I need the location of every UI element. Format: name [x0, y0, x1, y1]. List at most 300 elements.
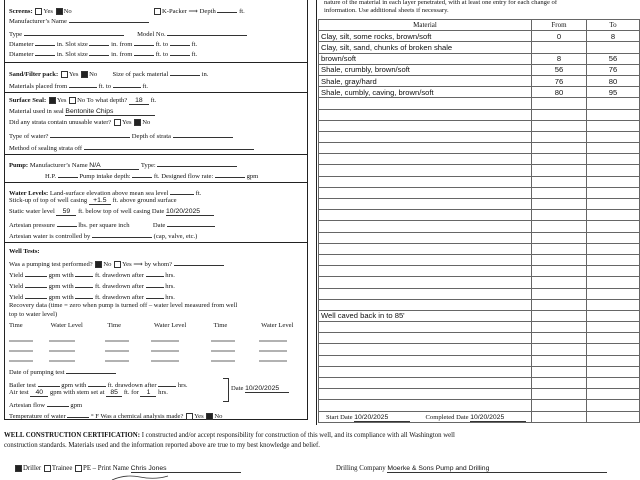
to-cell[interactable] — [587, 266, 640, 277]
to-cell[interactable] — [587, 310, 640, 321]
table-row — [319, 165, 640, 176]
pump-row — [9, 159, 237, 170]
from-cell[interactable] — [532, 232, 587, 243]
water-level-header: Water Level — [153, 322, 187, 329]
drawdown-field[interactable] — [75, 280, 93, 288]
air-gpm-value[interactable]: 40 — [30, 389, 48, 397]
to-cell[interactable] — [587, 165, 640, 176]
from-cell[interactable] — [532, 42, 587, 53]
material-cell[interactable]: Shale, cumbly, caving, brown/soft — [319, 87, 532, 98]
to-cell[interactable] — [587, 98, 640, 109]
pack-size-label: Size of pack material — [112, 71, 169, 78]
recovery-label: Recovery data (time = zero when pump is turned off – water level measured from well — [9, 302, 238, 309]
type-field[interactable] — [24, 28, 124, 36]
material-cell[interactable] — [319, 254, 532, 265]
pump-manufacturer-value[interactable]: N/A — [89, 162, 139, 170]
material-seal-value[interactable]: Bentonite Chips — [65, 108, 155, 116]
materials-to-field[interactable] — [113, 80, 141, 88]
table-row — [319, 333, 640, 344]
from-cell[interactable] — [532, 266, 587, 277]
from-cell[interactable]: 0 — [532, 31, 587, 42]
table-row — [319, 87, 640, 98]
material-cell[interactable] — [319, 120, 532, 131]
from-cell[interactable] — [532, 131, 587, 142]
to-field[interactable] — [170, 38, 190, 46]
in-label: in. — [201, 71, 209, 78]
yield-row-1 — [9, 269, 175, 279]
from-cell[interactable] — [532, 299, 587, 310]
method-sealing-label: Method of sealing strata off — [9, 145, 83, 152]
to-cell[interactable] — [587, 355, 640, 366]
pump-type-field[interactable] — [157, 159, 237, 167]
from-cell[interactable] — [532, 199, 587, 210]
table-row — [319, 109, 640, 120]
hrs-label: hrs. — [165, 294, 175, 301]
model-field[interactable] — [167, 28, 247, 36]
ft-label: ft. — [150, 97, 157, 105]
material-cell[interactable] — [319, 400, 532, 411]
pumping-no-label: No — [103, 261, 112, 268]
material-cell[interactable]: Clay, silt, some rocks, brown/soft — [319, 31, 532, 42]
yield-label: Yield — [9, 272, 24, 279]
from-field[interactable] — [134, 38, 154, 46]
intake-label: Pump intake depth: — [79, 173, 131, 180]
screens-no-checkbox[interactable] — [56, 8, 63, 15]
to-cell[interactable] — [587, 389, 640, 400]
artesian-flow-label: Artesian flow — [9, 402, 46, 409]
material-cell[interactable] — [319, 322, 532, 333]
pump-row-2 — [45, 170, 258, 180]
sand-no-label: No — [89, 71, 98, 78]
material-cell[interactable] — [319, 344, 532, 355]
from-label: in. from — [111, 51, 133, 58]
unusable-yes-checkbox[interactable] — [114, 119, 121, 126]
recovery-row-2 — [9, 311, 57, 318]
yield-field[interactable] — [25, 269, 47, 277]
table-header-row — [319, 20, 640, 31]
diameter-field[interactable] — [35, 48, 55, 56]
material-cell[interactable] — [319, 232, 532, 243]
table-row — [319, 366, 640, 377]
material-cell[interactable] — [319, 98, 532, 109]
seal-depth-value[interactable]: 18 — [129, 97, 149, 105]
table-row — [319, 400, 640, 411]
manufacturer-row — [9, 15, 149, 25]
table-row — [319, 355, 640, 366]
intro-text-2: information. Use additional sheets if necessary. — [324, 7, 449, 14]
from-label: in. from — [111, 41, 133, 48]
artesian-flow-field[interactable] — [47, 399, 69, 407]
well-tests-label: Well Tests: — [9, 248, 40, 255]
yield-label: Yield — [9, 294, 24, 301]
ft-to-label: ft. to — [155, 41, 169, 48]
well-tests-section — [5, 242, 307, 243]
flow-field[interactable] — [215, 170, 245, 178]
to-field[interactable] — [170, 48, 190, 56]
arrow-right-icon: ⟹ — [188, 8, 198, 15]
artesian-suffix: lbs. per square inch — [78, 222, 130, 229]
start-date-value[interactable]: 10/20/2025 — [354, 414, 410, 422]
depth-strata-field[interactable] — [173, 130, 233, 138]
material-cell[interactable] — [319, 266, 532, 277]
chemical-yes-label: Yes — [194, 413, 204, 420]
recovery-lines — [9, 334, 305, 368]
from-cell[interactable] — [532, 355, 587, 366]
method-sealing-field[interactable] — [84, 142, 254, 150]
type-label: Type — [9, 31, 23, 38]
hrs-label: hrs. — [165, 272, 175, 279]
material-cell[interactable]: Shale, crumbly, brown/soft — [319, 64, 532, 75]
gpm-with-label: gpm with — [48, 294, 74, 301]
material-header: Material — [319, 20, 532, 31]
material-cell[interactable] — [319, 389, 532, 400]
diameter-field[interactable] — [35, 38, 55, 46]
seal-yes-checkbox[interactable] — [49, 97, 56, 104]
to-cell[interactable] — [587, 299, 640, 310]
certification-title: WELL CONSTRUCTION CERTIFICATION: — [4, 432, 140, 439]
table-row — [319, 176, 640, 187]
sand-no-checkbox[interactable] — [81, 71, 88, 78]
seal-no-label: No — [77, 97, 86, 105]
pump-label: Pump: — [9, 162, 29, 169]
pe-label: PE – Print Name — [83, 465, 129, 473]
bailer-hrs-field[interactable] — [158, 379, 176, 387]
recovery-label-2: top to water level) — [9, 311, 58, 318]
manufacturer-label: Manufacturer’s Name — [9, 18, 67, 25]
from-cell[interactable] — [532, 120, 587, 131]
caved-note[interactable]: Well caved back in to 85' — [319, 310, 532, 321]
ft-label: ft. — [153, 173, 160, 180]
hrs-label: hrs. — [165, 283, 175, 290]
table-row — [319, 266, 640, 277]
static-value[interactable]: 59 — [56, 208, 76, 216]
material-cell[interactable] — [319, 143, 532, 154]
surface-seal-row — [9, 97, 156, 105]
to-cell[interactable] — [587, 210, 640, 221]
chemical-label: Was a chemical analysis made? — [100, 413, 184, 420]
pump-manufacturer-label: Manufacturer’s Name — [29, 162, 88, 169]
to-cell[interactable] — [587, 199, 640, 210]
from-cell[interactable] — [532, 210, 587, 221]
driller-label: Driller — [23, 465, 42, 473]
material-cell[interactable] — [319, 176, 532, 187]
material-cell[interactable] — [319, 378, 532, 389]
to-cell[interactable]: 95 — [587, 87, 640, 98]
yield-field[interactable] — [25, 280, 47, 288]
gpm-with-label: gpm with — [48, 283, 74, 290]
driller-checkbox[interactable] — [15, 465, 22, 472]
bailer-dd-field[interactable] — [88, 379, 106, 387]
material-cell[interactable] — [319, 299, 532, 310]
flow-label: Designed flow rate: — [161, 173, 214, 180]
ft-label: ft. — [142, 83, 149, 90]
to-cell[interactable] — [587, 344, 640, 355]
drawdown-label: ft. drawdown after — [95, 272, 144, 279]
to-cell[interactable] — [587, 254, 640, 265]
material-cell[interactable] — [319, 109, 532, 120]
bailer-gpm-field[interactable] — [38, 379, 60, 387]
depth-strata-label: Depth of strata — [131, 133, 171, 140]
company-value[interactable]: Moerke & Sons Pump and Drilling — [387, 465, 607, 473]
date-pumping-field[interactable] — [66, 366, 116, 374]
to-cell[interactable]: 76 — [587, 64, 640, 75]
table-row — [319, 31, 640, 42]
airtest-label: Air test — [9, 389, 29, 396]
company-label: Drilling Company — [336, 465, 386, 472]
from-cell[interactable] — [532, 254, 587, 265]
from-cell[interactable] — [532, 98, 587, 109]
chemical-no-checkbox[interactable] — [206, 413, 213, 420]
table-row — [319, 344, 640, 355]
artesian-date-field[interactable] — [167, 219, 215, 227]
table-row — [319, 75, 640, 86]
material-cell[interactable]: Clay, silt, sand, chunks of broken shale — [319, 42, 532, 53]
manufacturer-field[interactable] — [69, 15, 149, 23]
to-cell[interactable] — [587, 187, 640, 198]
from-cell[interactable] — [532, 187, 587, 198]
time-header: Time — [9, 322, 23, 329]
table-row — [319, 210, 640, 221]
temperature-row — [9, 410, 222, 420]
air-hrs-value[interactable]: 1 — [140, 389, 156, 397]
stickup-row — [9, 197, 177, 205]
from-cell[interactable] — [532, 154, 587, 165]
elevation-field[interactable] — [170, 187, 194, 195]
air-for-label: ft. for — [123, 389, 139, 396]
ft-to-label: ft. to — [98, 83, 112, 90]
material-cell[interactable] — [319, 131, 532, 142]
bailer-label: Bailer test — [9, 382, 36, 389]
from-header: From — [532, 20, 587, 31]
from-cell[interactable] — [532, 333, 587, 344]
to-cell[interactable] — [587, 411, 640, 422]
from-cell[interactable] — [532, 310, 587, 321]
to-cell[interactable] — [587, 366, 640, 377]
controlled-field[interactable] — [92, 230, 152, 238]
hp-field[interactable] — [58, 170, 78, 178]
to-cell[interactable] — [587, 131, 640, 142]
artesian-gpm-label: gpm — [70, 402, 83, 409]
in-label: in. — [56, 41, 64, 48]
from-cell[interactable] — [532, 143, 587, 154]
type-water-row — [9, 130, 233, 140]
material-cell[interactable] — [319, 210, 532, 221]
static-level-row — [9, 208, 214, 216]
to-cell[interactable] — [587, 243, 640, 254]
material-cell[interactable]: brown/soft — [319, 53, 532, 64]
ft-label: ft. — [191, 51, 198, 58]
pumping-no-checkbox[interactable] — [95, 261, 102, 268]
from-cell[interactable] — [532, 400, 587, 411]
sand-yes-checkbox[interactable] — [61, 71, 68, 78]
to-cell[interactable] — [587, 333, 640, 344]
drawdown-label: ft. drawdown after — [95, 294, 144, 301]
to-cell[interactable] — [587, 288, 640, 299]
temperature-label: Temperature of water — [9, 413, 66, 420]
to-cell[interactable] — [587, 42, 640, 53]
from-cell[interactable]: 80 — [532, 87, 587, 98]
to-cell[interactable] — [587, 232, 640, 243]
pump-section — [5, 154, 307, 155]
to-cell[interactable] — [587, 400, 640, 411]
to-cell[interactable] — [587, 221, 640, 232]
table-row — [319, 42, 640, 53]
unusable-label: Did any strata contain unusable water? — [9, 119, 112, 127]
material-cell[interactable] — [319, 221, 532, 232]
arrow-right-icon: ⟹ — [133, 261, 143, 268]
material-cell[interactable] — [319, 366, 532, 377]
ft-to-label: ft. to — [155, 51, 169, 58]
what-depth-label: To what depth? — [86, 97, 128, 105]
completed-date-value[interactable]: 10/20/2025 — [470, 414, 526, 422]
table-row — [319, 378, 640, 389]
material-cell[interactable] — [319, 355, 532, 366]
from-cell[interactable]: 56 — [532, 64, 587, 75]
hours-field[interactable] — [146, 291, 164, 299]
sand-yes-label: Yes — [68, 71, 79, 78]
stickup-label: Stick-up of top of well casing — [9, 197, 88, 204]
table-row — [319, 199, 640, 210]
sand-filter-row — [9, 68, 208, 78]
trainee-label: Trainee — [51, 465, 73, 473]
unusable-row — [9, 119, 150, 126]
to-cell[interactable]: 56 — [587, 53, 640, 64]
screens-depth-field[interactable] — [217, 5, 237, 13]
date-pumping-label: Date of pumping test — [9, 369, 65, 376]
from-cell[interactable] — [532, 389, 587, 400]
surface-seal-label: Surface Seal: — [9, 97, 47, 105]
to-cell[interactable] — [587, 322, 640, 333]
chemical-yes-checkbox[interactable] — [186, 413, 193, 420]
yield-field[interactable] — [25, 291, 47, 299]
materials-from-field[interactable] — [69, 80, 97, 88]
pack-size-field[interactable] — [170, 68, 200, 76]
unusable-no-checkbox[interactable] — [134, 119, 141, 126]
air-gpm-label: gpm with stem set at — [49, 389, 105, 396]
seal-no-checkbox[interactable] — [69, 97, 76, 104]
controlled-label: Artesian water is controlled by — [9, 233, 91, 240]
type-water-field[interactable] — [50, 130, 130, 138]
material-cell[interactable] — [319, 333, 532, 344]
stickup-suffix: ft. above ground surface — [112, 197, 177, 204]
from-cell[interactable] — [532, 277, 587, 288]
table-row — [319, 53, 640, 64]
from-cell[interactable] — [532, 378, 587, 389]
to-cell[interactable]: 80 — [587, 75, 640, 86]
table-row — [319, 221, 640, 232]
certification-text — [4, 432, 455, 439]
from-cell[interactable]: 76 — [532, 75, 587, 86]
material-cell[interactable] — [319, 277, 532, 288]
ft-label: ft. — [195, 190, 202, 197]
by-whom-label: by whom? — [144, 261, 173, 268]
slot-size-field[interactable] — [89, 38, 109, 46]
hours-field[interactable] — [146, 280, 164, 288]
from-cell[interactable] — [532, 243, 587, 254]
drawdown-field[interactable] — [75, 269, 93, 277]
pe-checkbox[interactable] — [75, 465, 82, 472]
intake-field[interactable] — [132, 170, 152, 178]
static-date-value[interactable]: 10/20/2025 — [166, 208, 214, 216]
drawdown-label: ft. drawdown after — [95, 283, 144, 290]
to-cell[interactable] — [587, 277, 640, 288]
diameter-label: Diameter — [9, 41, 34, 48]
from-field[interactable] — [134, 48, 154, 56]
to-cell[interactable]: 8 — [587, 31, 640, 42]
from-cell[interactable] — [532, 366, 587, 377]
screens-yes-label: Yes — [43, 8, 53, 15]
from-cell[interactable] — [532, 288, 587, 299]
material-cell[interactable] — [319, 199, 532, 210]
bailer-row — [9, 379, 188, 389]
from-cell[interactable]: 8 — [532, 53, 587, 64]
artesian-field[interactable] — [57, 219, 77, 227]
from-cell[interactable] — [532, 109, 587, 120]
to-cell[interactable] — [587, 154, 640, 165]
pumping-yes-checkbox[interactable] — [114, 261, 121, 268]
material-cell[interactable] — [319, 165, 532, 176]
slot-size-field[interactable] — [89, 48, 109, 56]
from-cell[interactable] — [532, 176, 587, 187]
from-cell[interactable] — [532, 411, 587, 422]
hours-field[interactable] — [146, 269, 164, 277]
intro-text: nature of the material in each layer penetrated, with at least one entry for each change of — [324, 0, 558, 6]
gpm-label: gpm — [246, 173, 259, 180]
screens-yes-checkbox[interactable] — [35, 8, 42, 15]
from-cell[interactable] — [532, 344, 587, 355]
recovery-row — [9, 302, 237, 309]
material-cell[interactable]: Shale, gray/hard — [319, 75, 532, 86]
to-cell[interactable] — [587, 120, 640, 131]
table-row — [319, 154, 640, 165]
air-stem-value[interactable]: 85 — [106, 389, 122, 397]
test-date-value[interactable]: 10/20/2025 — [245, 385, 289, 393]
table-row — [319, 143, 640, 154]
to-cell[interactable] — [587, 176, 640, 187]
artesian-flow-row — [9, 399, 82, 409]
start-date-label: Start Date — [326, 414, 353, 421]
to-cell[interactable] — [587, 143, 640, 154]
in-label: in. — [56, 51, 64, 58]
trainee-checkbox[interactable] — [44, 465, 51, 472]
stickup-value[interactable]: +1.5 — [89, 197, 111, 205]
to-cell[interactable] — [587, 378, 640, 389]
material-cell[interactable] — [319, 154, 532, 165]
from-cell[interactable] — [532, 165, 587, 176]
to-cell[interactable] — [587, 109, 640, 120]
ft-label: ft. — [239, 8, 245, 15]
from-cell[interactable] — [532, 221, 587, 232]
signature-mark — [110, 474, 170, 480]
drawdown-field[interactable] — [75, 291, 93, 299]
kpacker-checkbox[interactable] — [154, 8, 161, 15]
pump-type-label: Type: — [140, 162, 156, 169]
air-test-row — [9, 389, 168, 397]
well-details-column — [4, 0, 308, 420]
print-name-value[interactable]: Chris Jones — [131, 465, 241, 473]
seal-yes-label: Yes — [56, 97, 67, 105]
temperature-field[interactable] — [67, 410, 89, 418]
water-levels-section — [5, 182, 307, 183]
material-cell[interactable] — [319, 288, 532, 299]
material-cell[interactable] — [319, 243, 532, 254]
screens-row — [9, 5, 245, 15]
static-suffix: ft. below top of well casing — [78, 208, 151, 215]
material-table — [318, 19, 640, 423]
material-cell[interactable] — [319, 187, 532, 198]
from-cell[interactable] — [532, 322, 587, 333]
by-whom-field[interactable] — [174, 258, 224, 266]
